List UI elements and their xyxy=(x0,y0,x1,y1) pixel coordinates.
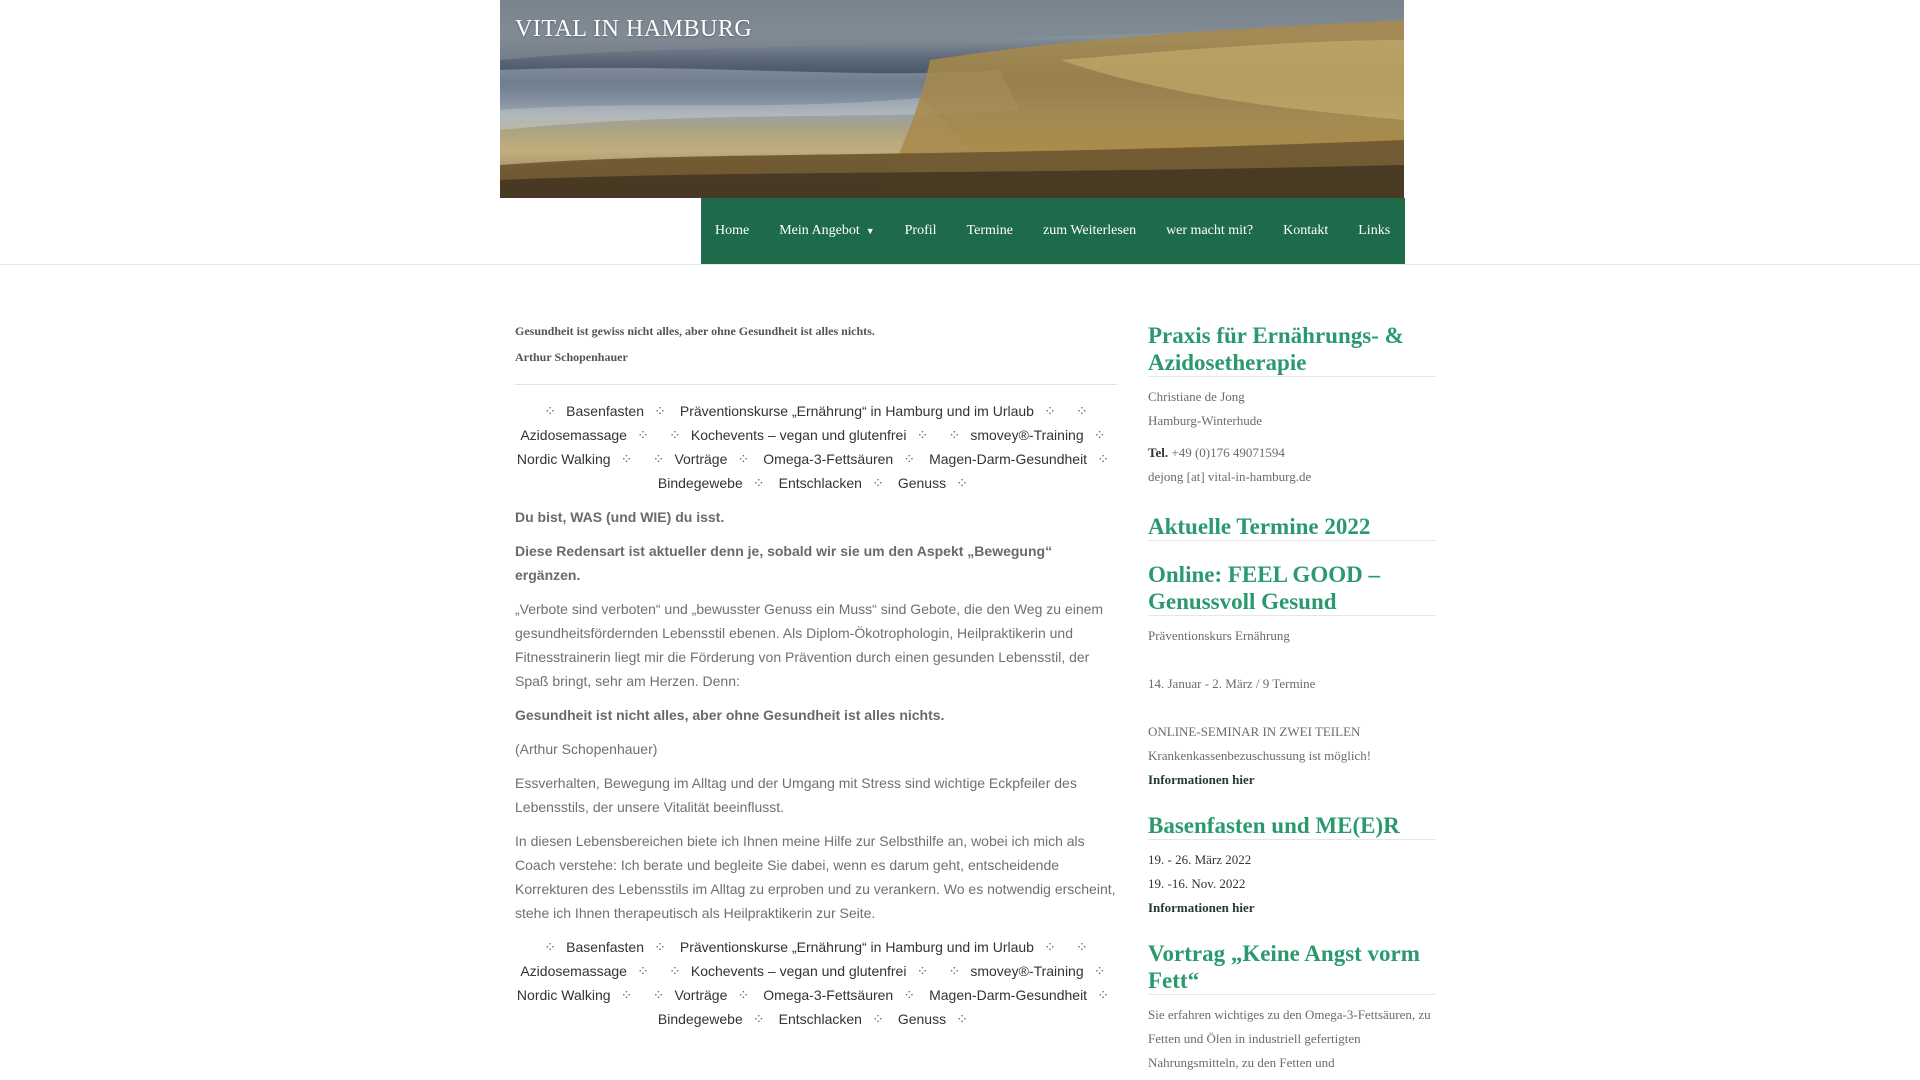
tag-link[interactable]: Präventionskurse „Ernährung“ in Hamburg und im Urlaub xyxy=(679,403,1034,419)
spinner-icon: ⁘ xyxy=(1044,403,1056,419)
tag-link[interactable]: smovey®-Training xyxy=(970,427,1084,443)
vortrag-text: Sie erfahren wichtiges zu den Omega-3-Fettsäuren, zu Fetten und Ölen in industriell gefertigten Nahrungsmitteln, zu den Fetten und xyxy=(1148,1007,1431,1070)
main-navigation xyxy=(701,198,1405,264)
site-header xyxy=(0,0,1920,265)
online-course-dates: 14. Januar - 2. März / 9 Termine xyxy=(1148,676,1316,691)
spinner-icon: ⁘ xyxy=(956,1011,968,1027)
topic-tag-list-bottom xyxy=(509,935,1123,1031)
spinner-icon: ⁘ xyxy=(872,1011,884,1027)
tag-link[interactable]: smovey®-Training xyxy=(970,963,1084,979)
tag-link[interactable]: Präventionskurse „Ernährung“ in Hamburg und im Urlaub xyxy=(679,939,1034,955)
nav-termine[interactable]: Termine xyxy=(966,223,1013,238)
nav-mein-angebot-label: Mein Angebot xyxy=(779,223,860,238)
spinner-icon: ⁘ xyxy=(752,1011,765,1027)
nav-wer-macht-mit[interactable]: wer macht mit? xyxy=(1166,223,1254,238)
quote-repeat: Gesundheit ist nicht alles, aber ohne Gesundheit ist alles nichts. xyxy=(515,707,945,723)
tag-link[interactable]: Kochevents – vegan und glutenfrei xyxy=(690,963,907,979)
tag-link[interactable]: Entschlacken xyxy=(778,1011,862,1027)
tag-link[interactable]: Vorträge xyxy=(674,987,728,1003)
tag-link[interactable]: Bindegewebe xyxy=(657,475,743,491)
contact-name: Christiane de Jong xyxy=(1148,389,1245,404)
spinner-icon: ⁘ xyxy=(737,987,750,1003)
topic-tag-list-top xyxy=(509,399,1123,495)
spinner-icon: ⁘ xyxy=(620,987,633,1003)
nav-links[interactable]: Links xyxy=(1358,223,1391,238)
spinner-icon: ⁘ xyxy=(956,475,968,491)
spinner-icon: ⁘ xyxy=(752,475,765,491)
caret-down-icon: ▼ xyxy=(865,226,875,236)
online-course-line1: ONLINE-SEMINAR IN ZWEI TEILEN xyxy=(1148,724,1361,739)
spinner-icon: ⁘ xyxy=(544,403,557,419)
basenfasten-info-link[interactable]: Informationen hier xyxy=(1148,900,1255,915)
spinner-icon: ⁘ xyxy=(1093,427,1106,443)
tag-link[interactable]: Basenfasten xyxy=(566,939,644,955)
spinner-icon: ⁘ xyxy=(1093,963,1106,979)
main-content xyxy=(515,318,1117,1031)
spinner-icon: ⁘ xyxy=(620,451,633,467)
tag-link[interactable]: Nordic Walking xyxy=(516,451,611,467)
spinner-icon: ⁘ xyxy=(1075,403,1088,419)
spinner-icon: ⁘ xyxy=(872,475,884,491)
spinner-icon: ⁘ xyxy=(637,963,649,979)
spinner-icon: ⁘ xyxy=(1075,939,1088,955)
tag-link[interactable]: Kochevents – vegan und glutenfrei xyxy=(690,427,907,443)
online-course-heading: Online: FEEL GOOD – Genussvoll Gesund xyxy=(1148,561,1436,616)
spinner-icon: ⁘ xyxy=(668,963,681,979)
quote-repeat-author: (Arthur Schopenhauer) xyxy=(515,741,658,757)
spinner-icon: ⁘ xyxy=(737,451,750,467)
spinner-icon: ⁘ xyxy=(652,451,665,467)
intro-paragraph: Diese Redensart ist aktueller denn je, sobald wir sie um den Aspekt „Bewegung“ ergänzen. xyxy=(515,543,1053,583)
spinner-icon: ⁘ xyxy=(916,427,929,443)
nav-mein-angebot[interactable] xyxy=(779,223,874,239)
quote-author: Arthur Schopenhauer xyxy=(515,350,628,364)
tag-link[interactable]: Omega-3-Fettsäuren xyxy=(763,451,894,467)
tag-link[interactable]: Magen-Darm-Gesundheit xyxy=(929,987,1088,1003)
body-paragraph: In diesen Lebensbereichen biete ich Ihnen meine Hilfe zur Selbsthilfe an, wobei ich mich als Coach verstehe: Ich berate und begleite Sie dabei, wenn es darum geht, entscheidende Korrekturen des Lebensstils im Alltag zu erproben und zu verankern. Wo es notwendig erscheint, stehe ich Ihnen therapeutisch als Heilpraktikerin zur Seite. xyxy=(515,833,1116,921)
spinner-icon: ⁘ xyxy=(903,451,916,467)
spinner-icon: ⁘ xyxy=(652,987,665,1003)
intro-line: Du bist, WAS (und WIE) du isst. xyxy=(515,509,725,525)
spinner-icon: ⁘ xyxy=(668,427,681,443)
nav-home[interactable]: Home xyxy=(715,223,750,238)
vortrag-heading: Vortrag „Keine Angst vorm Fett“ xyxy=(1148,940,1436,995)
contact-location: Hamburg-Winterhude xyxy=(1148,413,1263,428)
termine-heading: Aktuelle Termine 2022 xyxy=(1148,513,1436,541)
quote-text: Gesundheit ist gewiss nicht alles, aber ohne Gesundheit ist alles nichts. xyxy=(515,324,875,338)
tag-link[interactable]: Bindegewebe xyxy=(657,1011,743,1027)
phone-label: Tel. xyxy=(1148,445,1169,460)
phone-number[interactable]: +49 (0)176 49071594 xyxy=(1171,445,1285,460)
tag-link[interactable]: Genuss xyxy=(897,1011,947,1027)
online-course-subtitle: Präventionskurs Ernährung xyxy=(1148,628,1290,643)
spinner-icon: ⁘ xyxy=(1097,451,1109,467)
spinner-icon: ⁘ xyxy=(1097,987,1109,1003)
spinner-icon: ⁘ xyxy=(903,987,916,1003)
tag-link[interactable]: Entschlacken xyxy=(778,475,862,491)
basenfasten-date-2: 19. -16. Nov. 2022 xyxy=(1148,876,1246,891)
spinner-icon: ⁘ xyxy=(654,939,666,955)
basenfasten-heading: Basenfasten und ME(E)R xyxy=(1148,812,1436,840)
spinner-icon: ⁘ xyxy=(948,963,961,979)
nav-profil[interactable]: Profil xyxy=(904,223,937,238)
tag-link[interactable]: Basenfasten xyxy=(566,403,644,419)
tag-link[interactable]: Omega-3-Fettsäuren xyxy=(763,987,894,1003)
spinner-icon: ⁘ xyxy=(916,963,929,979)
tag-link[interactable]: Magen-Darm-Gesundheit xyxy=(929,451,1088,467)
tag-link[interactable]: Azidosemassage xyxy=(520,963,627,979)
content-divider xyxy=(515,384,1117,385)
contact-phone xyxy=(1148,441,1436,465)
spinner-icon: ⁘ xyxy=(544,939,557,955)
body-paragraph: Essverhalten, Bewegung im Alltag und der Umgang mit Stress sind wichtige Eckpfeiler des Lebensstils, der unsere Vitalität beeinflusst. xyxy=(515,775,1077,815)
tag-link[interactable]: Azidosemassage xyxy=(520,427,627,443)
online-course-info-link[interactable]: Informationen hier xyxy=(1148,772,1255,787)
body-paragraph: „Verbote sind verboten“ und „bewusster Genuss ein Muss“ sind Gebote, die den Weg zu einem gesundheitsfördernden Lebensstil ebenen. Als Diplom-Ökotrophologin, Heilpraktikerin und Fitnesstrainerin liegt mir die Förderung von Prävention durch einen gesunden Lebensstil, der Spaß bringt, sehr am Herzen. Denn: xyxy=(515,601,1104,689)
spinner-icon: ⁘ xyxy=(1044,939,1056,955)
praxis-heading: Praxis für Ernährungs- & Azidosetherapie xyxy=(1148,322,1436,377)
sidebar xyxy=(1148,322,1436,1075)
basenfasten-date-1: 19. - 26. März 2022 xyxy=(1148,852,1252,867)
tag-link[interactable]: Vorträge xyxy=(674,451,728,467)
nav-kontakt[interactable]: Kontakt xyxy=(1283,223,1329,238)
tag-link[interactable]: Genuss xyxy=(897,475,947,491)
site-title[interactable]: VITAL IN HAMBURG xyxy=(515,16,753,42)
contact-email[interactable]: dejong [at] vital-in-hamburg.de xyxy=(1148,469,1312,484)
spinner-icon: ⁘ xyxy=(948,427,961,443)
spinner-icon: ⁘ xyxy=(637,427,649,443)
online-course-line2: Krankenkassenbezuschussung ist möglich! xyxy=(1148,748,1372,763)
spinner-icon: ⁘ xyxy=(654,403,666,419)
tag-link[interactable]: Nordic Walking xyxy=(516,987,611,1003)
nav-zum-weiterlesen[interactable]: zum Weiterlesen xyxy=(1042,223,1137,238)
